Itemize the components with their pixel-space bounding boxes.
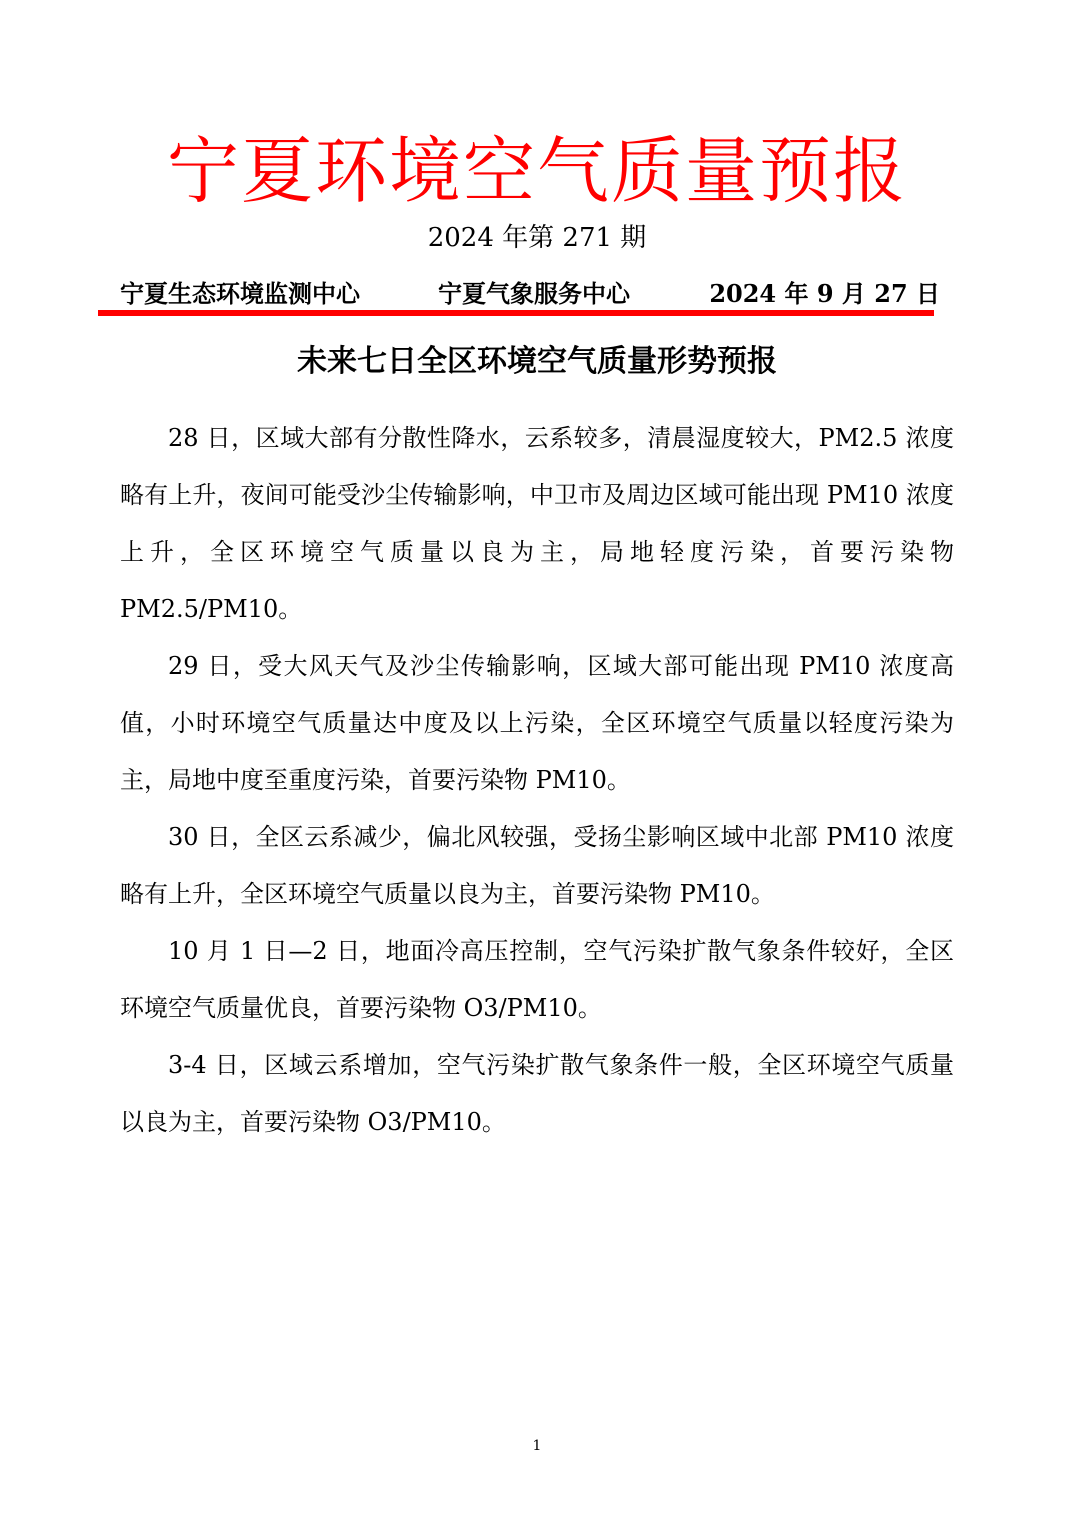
issue-number: 2024 年第 271 期 (427, 223, 647, 253)
masthead-title: 宁夏环境空气质量预报 (166, 129, 907, 213)
issue-date: 2024 年 9 月 27 日 (709, 279, 940, 308)
issuer-row (120, 276, 940, 312)
forecast-paragraph-28: 28 日，区域大部有分散性降水，云系较多，清晨湿度较大，PM2.5 浓度略有上升，夜间可能受沙尘传输影响，中卫市及周边区域可能出现 PM10 浓度上升，全区环境空气质量以良为主，局地轻度污染，首要污染物 PM2.5/PM10。 (120, 424, 954, 623)
section-heading: 未来七日全区环境空气质量形势预报 (297, 344, 777, 379)
issuer-meteorological-center: 宁夏气象服务中心 (438, 279, 630, 308)
forecast-paragraph-30: 30 日，全区云系减少，偏北风较强，受扬尘影响区域中北部 PM10 浓度略有上升，全区环境空气质量以良为主，首要污染物 PM10。 (120, 823, 954, 908)
page-number: 1 (532, 1438, 542, 1454)
forecast-paragraph-29: 29 日，受大风天气及沙尘传输影响，区域大部可能出现 PM10 浓度高值，小时环境空气质量达中度及以上污染，全区环境空气质量以轻度污染为主，局地中度至重度污染，首要污染物 PM10。 (120, 652, 954, 794)
issuer-monitoring-center: 宁夏生态环境监测中心 (120, 279, 360, 308)
forecast-paragraph-3-4: 3-4 日，区域云系增加，空气污染扩散气象条件一般，全区环境空气质量以良为主，首要污染物 O3/PM10。 (120, 1051, 954, 1136)
forecast-body (120, 410, 954, 1151)
forecast-paragraph-oct-1-2: 10 月 1 日—2 日，地面冷高压控制，空气污染扩散气象条件较好，全区环境空气质量优良，首要污染物 O3/PM10。 (120, 937, 954, 1022)
header-divider (98, 310, 934, 316)
